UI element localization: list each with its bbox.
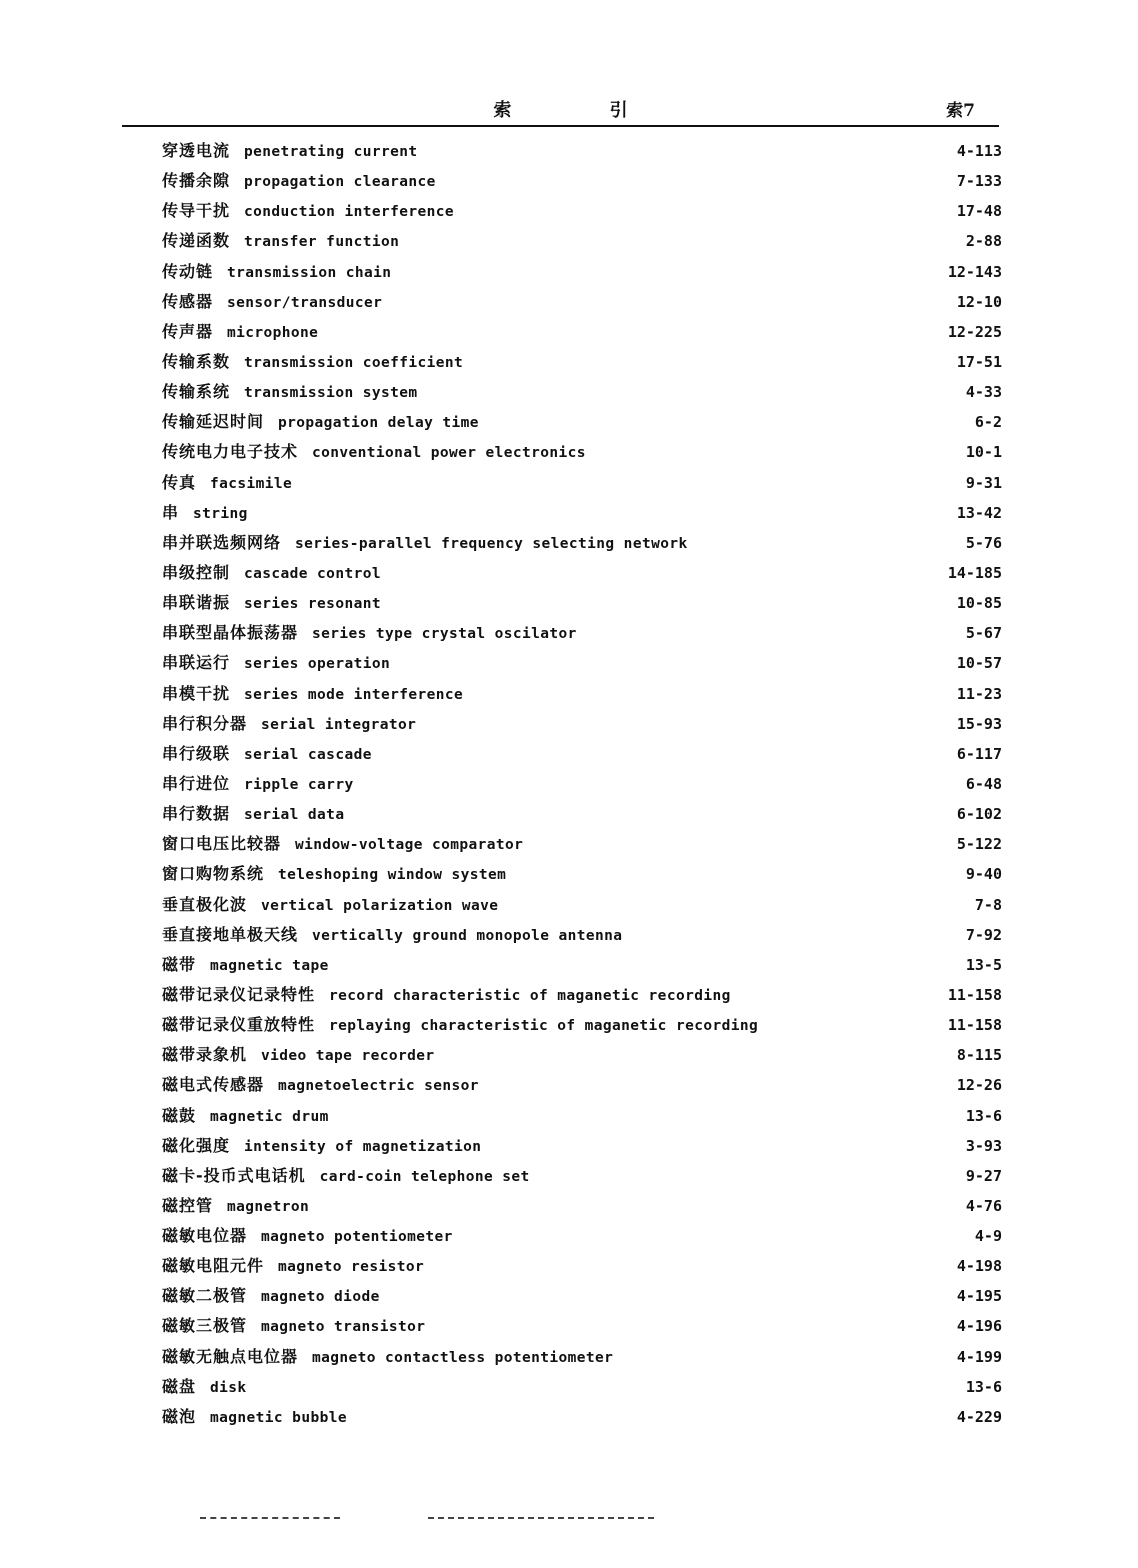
index-entry — [162, 648, 1002, 678]
index-entry — [162, 739, 1002, 769]
entry-term-chinese: 垂直极化波 — [162, 894, 248, 914]
entry-page-reference: 4-76 — [965, 1196, 1002, 1215]
entry-term-chinese: 串行级联 — [162, 743, 231, 763]
index-entry — [162, 1372, 1002, 1402]
entry-term-chinese: 磁泡 — [162, 1406, 197, 1426]
index-entry — [162, 528, 1002, 558]
index-entry — [162, 890, 1002, 920]
entry-term-english: magneto contactless potentiometer — [312, 1349, 614, 1366]
entry-term-chinese: 串模干扰 — [162, 683, 231, 703]
entry-page-reference: 13-6 — [965, 1377, 1002, 1396]
entry-page-reference: 4-195 — [956, 1287, 1002, 1306]
entry-term-chinese: 磁带录象机 — [162, 1045, 248, 1065]
entry-term-chinese: 传感器 — [162, 291, 214, 311]
entry-term-english: serial data — [244, 807, 345, 824]
index-entry — [162, 1402, 1002, 1432]
index-entry — [162, 588, 1002, 618]
index-entry — [162, 317, 1002, 347]
entry-page-reference: 10-57 — [956, 654, 1002, 673]
index-entry — [162, 377, 1002, 407]
entry-term-chinese: 磁敏二极管 — [162, 1286, 248, 1306]
entry-page-reference: 5-122 — [956, 835, 1002, 854]
entry-term-english: magnetoelectric sensor — [278, 1078, 479, 1095]
entry-term-english: magnetic drum — [210, 1108, 329, 1125]
index-entry — [162, 799, 1002, 829]
entry-term-english: facsimile — [210, 475, 293, 492]
index-entry — [162, 859, 1002, 889]
entry-term-chinese: 串 — [162, 502, 180, 522]
entry-page-reference: 12-225 — [947, 322, 1002, 341]
entry-term-chinese: 串行进位 — [162, 773, 231, 793]
header-divider — [122, 125, 999, 127]
entry-term-chinese: 磁带 — [162, 954, 197, 974]
index-entry — [162, 287, 1002, 317]
index-entry — [162, 468, 1002, 498]
index-entry — [162, 829, 1002, 859]
entry-page-reference: 2-88 — [965, 232, 1002, 251]
entry-term-chinese: 窗口购物系统 — [162, 864, 265, 884]
index-entry — [162, 257, 1002, 287]
entry-page-reference: 9-40 — [965, 865, 1002, 884]
entry-term-english: teleshoping window system — [278, 867, 507, 884]
entry-term-english: conduction interference — [244, 204, 454, 221]
footer-divider-right — [428, 1517, 654, 1519]
entry-term-english: transmission chain — [227, 264, 392, 281]
entry-term-chinese: 磁卡-投币式电话机 — [162, 1165, 306, 1185]
entry-term-chinese: 串联型晶体振荡器 — [162, 623, 299, 643]
entry-page-reference: 4-198 — [956, 1257, 1002, 1276]
index-entry — [162, 769, 1002, 799]
index-entry — [162, 1010, 1002, 1040]
index-entry — [162, 1191, 1002, 1221]
entry-term-chinese: 磁敏无触点电位器 — [162, 1346, 299, 1366]
entry-term-english: serial integrator — [261, 716, 417, 733]
entry-term-chinese: 磁电式传感器 — [162, 1075, 265, 1095]
entry-term-english: transmission system — [244, 385, 418, 402]
index-entry — [162, 1161, 1002, 1191]
entry-page-reference: 13-42 — [956, 503, 1002, 522]
entry-page-reference: 7-92 — [965, 925, 1002, 944]
index-entry — [162, 1311, 1002, 1341]
entry-page-reference: 4-33 — [965, 383, 1002, 402]
entry-term-chinese: 串级控制 — [162, 562, 231, 582]
entry-page-reference: 6-102 — [956, 805, 1002, 824]
entry-term-english: transfer function — [244, 234, 400, 251]
index-entry — [162, 1251, 1002, 1281]
index-entry — [162, 558, 1002, 588]
entry-page-reference: 4-199 — [956, 1347, 1002, 1366]
entry-term-chinese: 窗口电压比较器 — [162, 834, 282, 854]
index-entry — [162, 1070, 1002, 1100]
entry-page-reference: 13-6 — [965, 1106, 1002, 1125]
index-entry — [162, 950, 1002, 980]
entry-term-english: propagation delay time — [278, 415, 479, 432]
entry-term-chinese: 传导干扰 — [162, 201, 231, 221]
entry-page-reference: 9-31 — [965, 473, 1002, 492]
entry-term-english: serial cascade — [244, 746, 372, 763]
entry-page-reference: 4-196 — [956, 1317, 1002, 1336]
entry-term-english: magnetic bubble — [210, 1409, 347, 1426]
entry-term-chinese: 磁敏电阻元件 — [162, 1256, 265, 1276]
entry-term-chinese: 传播余隙 — [162, 171, 231, 191]
entry-page-reference: 10-85 — [956, 594, 1002, 613]
entry-term-english: conventional power electronics — [312, 445, 586, 462]
entry-term-chinese: 传输延迟时间 — [162, 412, 265, 432]
entry-page-reference: 7-133 — [956, 172, 1002, 191]
entry-page-reference: 6-117 — [956, 744, 1002, 763]
entry-page-reference: 5-76 — [965, 533, 1002, 552]
index-entry — [162, 166, 1002, 196]
entry-page-reference: 4-229 — [956, 1407, 1002, 1426]
entry-term-english: transmission coefficient — [244, 354, 464, 371]
index-entry — [162, 347, 1002, 377]
footer-divider-left — [200, 1517, 340, 1519]
entry-term-chinese: 磁敏三极管 — [162, 1316, 248, 1336]
entry-term-chinese: 磁盘 — [162, 1376, 197, 1396]
index-entry — [162, 226, 1002, 256]
page-number: 索7 — [946, 101, 975, 121]
entry-term-chinese: 传输系数 — [162, 351, 231, 371]
entry-term-chinese: 传递函数 — [162, 231, 231, 251]
entry-term-english: vertically ground monopole antenna — [312, 927, 623, 944]
entry-term-english: ripple carry — [244, 776, 354, 793]
entry-page-reference: 10-1 — [965, 443, 1002, 462]
entry-term-chinese: 磁敏电位器 — [162, 1226, 248, 1246]
index-entry — [162, 498, 1002, 528]
index-entry — [162, 437, 1002, 467]
entry-term-english: replaying characteristic of maganetic recording — [329, 1018, 759, 1035]
entry-page-reference: 7-8 — [974, 895, 1002, 914]
entry-term-chinese: 串行积分器 — [162, 713, 248, 733]
entry-term-english: penetrating current — [244, 144, 418, 160]
entry-term-english: card-coin telephone set — [319, 1168, 530, 1185]
index-entry — [162, 196, 1002, 226]
entry-term-english: intensity of magnetization — [244, 1138, 482, 1155]
entry-page-reference: 14-185 — [947, 563, 1002, 582]
entry-page-reference: 12-26 — [956, 1076, 1002, 1095]
entry-page-reference: 11-23 — [956, 684, 1002, 703]
entry-term-english: microphone — [227, 324, 319, 341]
page-title: 索 引 — [493, 100, 674, 121]
entry-term-english: propagation clearance — [244, 174, 436, 191]
entry-page-reference: 13-5 — [965, 955, 1002, 974]
index-entry-list — [162, 136, 1002, 1432]
entry-term-chinese: 串并联选频网络 — [162, 532, 282, 552]
entry-page-reference: 5-67 — [965, 624, 1002, 643]
entry-term-chinese: 传统电力电子技术 — [162, 442, 299, 462]
entry-term-english: magneto transistor — [261, 1319, 426, 1336]
entry-page-reference: 6-2 — [974, 413, 1002, 432]
index-entry — [162, 1040, 1002, 1070]
index-entry — [162, 1101, 1002, 1131]
entry-term-english: magnetic tape — [210, 957, 329, 974]
entry-term-english: series type crystal oscilator — [312, 626, 577, 643]
entry-term-chinese: 磁带记录仪重放特性 — [162, 1015, 316, 1035]
entry-page-reference: 17-51 — [956, 352, 1002, 371]
entry-term-english: series resonant — [244, 596, 381, 613]
index-entry — [162, 709, 1002, 739]
index-entry — [162, 618, 1002, 648]
entry-term-chinese: 传声器 — [162, 321, 214, 341]
entry-term-english: series-parallel frequency selecting network — [295, 535, 688, 552]
entry-term-english: record characteristic of maganetic recording — [329, 987, 731, 1004]
entry-term-chinese: 串联运行 — [162, 653, 231, 673]
entry-term-english: magneto resistor — [278, 1259, 425, 1276]
entry-term-chinese: 串行数据 — [162, 804, 231, 824]
entry-term-english: window-voltage comparator — [295, 837, 524, 854]
entry-term-english: sensor/transducer — [227, 294, 383, 311]
index-entry — [162, 980, 1002, 1010]
entry-term-chinese: 垂直接地单极天线 — [162, 924, 299, 944]
entry-page-reference: 4-9 — [974, 1227, 1002, 1246]
entry-page-reference: 6-48 — [965, 774, 1002, 793]
index-entry — [162, 1221, 1002, 1251]
entry-page-reference: 4-113 — [956, 142, 1002, 160]
entry-term-english: string — [193, 505, 248, 522]
page-header — [122, 96, 999, 124]
index-entry — [162, 407, 1002, 437]
entry-term-chinese: 磁鼓 — [162, 1105, 197, 1125]
entry-page-reference: 9-27 — [965, 1166, 1002, 1185]
entry-term-english: magnetron — [227, 1198, 310, 1215]
entry-page-reference: 11-158 — [947, 985, 1002, 1004]
entry-term-chinese: 磁带记录仪记录特性 — [162, 984, 316, 1004]
entry-page-reference: 3-93 — [965, 1136, 1002, 1155]
entry-term-english: vertical polarization wave — [261, 897, 499, 914]
entry-page-reference: 12-10 — [956, 292, 1002, 311]
index-entry — [162, 136, 1002, 166]
entry-term-chinese: 传真 — [162, 472, 197, 492]
entry-term-english: series operation — [244, 656, 391, 673]
entry-term-english: magneto potentiometer — [261, 1229, 453, 1246]
entry-term-english: disk — [210, 1379, 247, 1396]
entry-page-reference: 17-48 — [956, 202, 1002, 221]
entry-page-reference: 11-158 — [947, 1016, 1002, 1035]
index-entry — [162, 1342, 1002, 1372]
index-entry — [162, 920, 1002, 950]
index-entry — [162, 679, 1002, 709]
entry-term-chinese: 传动链 — [162, 261, 214, 281]
entry-term-chinese: 磁控管 — [162, 1195, 214, 1215]
entry-term-chinese: 串联谐振 — [162, 593, 231, 613]
entry-term-chinese: 传输系统 — [162, 382, 231, 402]
entry-term-english: magneto diode — [261, 1289, 380, 1306]
index-entry — [162, 1281, 1002, 1311]
entry-page-reference: 12-143 — [947, 262, 1002, 281]
entry-page-reference: 15-93 — [956, 714, 1002, 733]
entry-term-chinese: 穿透电流 — [162, 141, 231, 160]
entry-term-chinese: 磁化强度 — [162, 1135, 231, 1155]
entry-page-reference: 8-115 — [956, 1046, 1002, 1065]
index-entry — [162, 1131, 1002, 1161]
entry-term-english: cascade control — [244, 565, 381, 582]
entry-term-english: series mode interference — [244, 686, 464, 703]
entry-term-english: video tape recorder — [261, 1048, 435, 1065]
